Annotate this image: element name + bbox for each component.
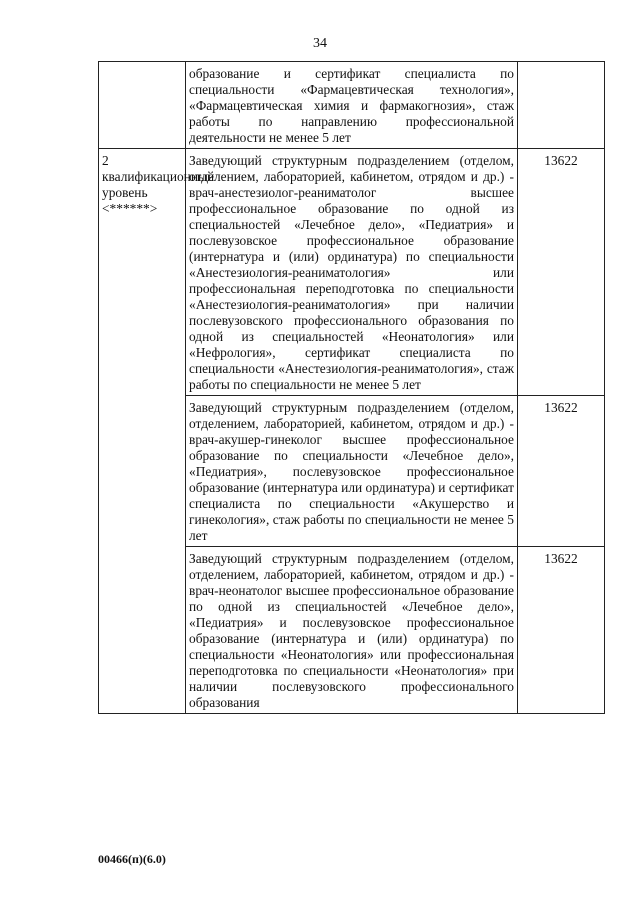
- document-code: 00466(п)(6.0): [98, 852, 166, 866]
- table-row: [99, 149, 605, 396]
- amount-cell: 13622: [518, 149, 605, 396]
- description-cell: [186, 547, 518, 714]
- page-number: 34: [313, 36, 327, 51]
- description-text: Заведующий структурным подразделением (отделом, отделением, лабораторией, кабинетом, отрядом и др.) - врач-неонатолог высшее профессиональное образование по одной из специальностей «Лечебное дело», «Педиатрия» и послевузовское профессиональное образование (интернатура и (или) ординатура) по специальности «Неонатология» или профессиональная переподготовка по специальности «Неонатология» при наличии послевузовского профессионального образования: [189, 551, 514, 710]
- amount-cell: 13622: [518, 396, 605, 547]
- table-row: [99, 62, 605, 149]
- level-cell: 2 квалификационный уровень <******>: [99, 149, 186, 714]
- description-cell: [186, 62, 518, 149]
- amount-cell: 13622: [518, 547, 605, 714]
- description-cell: [186, 396, 518, 547]
- description-text: Заведующий структурным подразделением (отделом, отделением, лабораторией, кабинетом, отрядом и др.) - врач-анестезиолог-реаниматолог высшее профессиональное образование по одной из специальностей «Лечебное дело», «Педиатрия» и послевузовское профессиональное образование (интернатура и (или) ординатура) по специальности «Анестезиология-реаниматология» или профессиональная переподготовка по специальности «Анестезиология-реаниматология» при наличии послевузовского профессионального образования по одной из специальностей «Неонатология» или «Нефрология», сертификат специалиста по специальности «Анестезиология-реаниматология», стаж работы по специальности не менее 5 лет: [189, 153, 514, 392]
- description-text: образование и сертификат специалиста по специальности «Фармацевтическая технология», «Фармацевтическая химия и фармакогнозия», стаж работы по направлению профессиональной деятельности не менее 5 лет: [189, 66, 514, 145]
- qualification-table: [98, 61, 605, 714]
- description-cell: [186, 149, 518, 396]
- level-cell: [99, 62, 186, 149]
- description-text: Заведующий структурным подразделением (отделом, отделением, лабораторией, кабинетом, отрядом и др.) - врач-акушер-гинеколог высшее профессиональное образование по специальности «Лечебное дело», «Педиатрия», послевузовское профессиональное образование (интернатура или ординатура) и сертификат специалиста по специальности «Акушерство и гинекология», стаж работы по специальности не менее 5 лет: [189, 400, 514, 543]
- amount-cell: [518, 62, 605, 149]
